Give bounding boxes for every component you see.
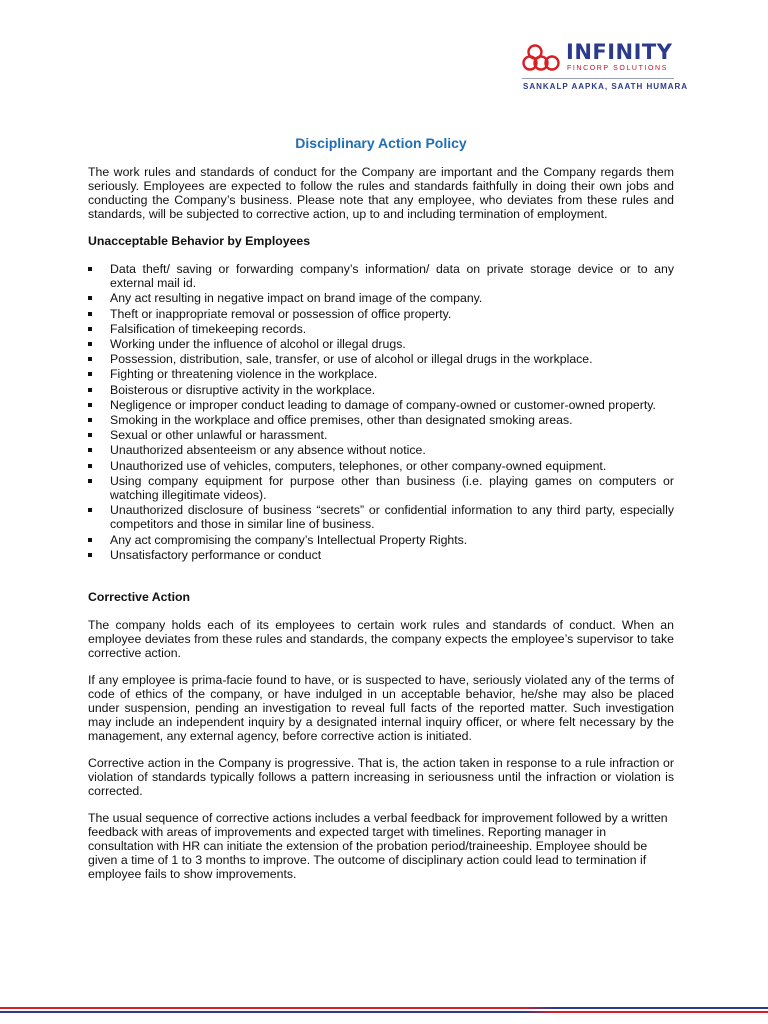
bullet-icon: [88, 372, 92, 376]
footer-line-bottom: [0, 1011, 768, 1013]
corrective-paragraph: Corrective action in the Company is progressive. That is, the action taken in response to a rule infraction or violation of standards typically follows a pattern increasing in seriousness until the infraction or violation is corrected.: [88, 756, 674, 799]
list-item: [88, 352, 674, 366]
list-item: [88, 367, 674, 381]
bullet-icon: [88, 538, 92, 542]
list-item: [88, 262, 674, 290]
section-heading-unacceptable-behavior: Unacceptable Behavior by Employees: [88, 234, 311, 248]
list-item-text: Unsatisfactory performance or conduct: [110, 547, 322, 562]
list-item-text: Any act compromising the company’s Intellectual Property Rights.: [110, 532, 468, 547]
bullet-icon: [88, 388, 92, 392]
list-item: [88, 428, 674, 442]
corrective-paragraph: The company holds each of its employees to certain work rules and standards of conduct. When an employee deviates from these rules and standards, the company expects the employee’s supervisor to take corrective action.: [88, 618, 674, 661]
list-item: [88, 474, 674, 502]
list-item: [88, 533, 674, 547]
bullet-icon: [88, 479, 92, 483]
corrective-paragraph: If any employee is prima-facie found to have, or is suspected to have, seriously violated any of the terms of code of ethics of the company, or have indulged in un acceptable behavior, he/she may also be placed under suspension, pending an investigation to reveal full facts of the reported matter. Such investigation may include an independent inquiry by a designated internal inquiry officer, or where felt necessary by the management, any external agency, before corrective action is initiated.: [88, 673, 674, 744]
document-title: Disciplinary Action Policy: [295, 135, 467, 151]
corrective-paragraph: The usual sequence of corrective actions includes a verbal feedback for improvement followed by a written feedback with areas of improvements and expected target with timelines. Reporting manager in consultation with HR can initiate the extension of the probation period/traineeship. Employee should be given a time of 1 to 3 months to improve. The outcome of disciplinary action could lead to termination if employee fails to show improvements.: [88, 811, 668, 882]
list-item-text: Negligence or improper conduct leading to damage of company-owned or customer-owned property.: [110, 397, 656, 412]
list-item-text: Unauthorized use of vehicles, computers, telephones, or other company-owned equipment.: [110, 458, 607, 473]
bullet-icon: [88, 296, 92, 300]
list-item-text: Using company equipment for purpose other than business (i.e. playing games on computers or watching illegitimate videos).: [110, 473, 674, 503]
list-item: [88, 383, 674, 397]
footer-line-top: [0, 1007, 768, 1009]
bullet-icon: [88, 312, 92, 316]
bullet-icon: [88, 342, 92, 346]
list-item-text: Possession, distribution, sale, transfer, or use of alcohol or illegal drugs in the workplace.: [110, 352, 593, 367]
list-item: [88, 291, 674, 305]
document-body: [88, 134, 674, 894]
logo-name: INFINITY: [566, 40, 673, 64]
list-item-text: Boisterous or disruptive activity in the workplace.: [110, 382, 376, 397]
bullet-icon: [88, 448, 92, 452]
logo-tagline: SANKALP AAPKA, SAATH HUMARA: [523, 82, 689, 91]
list-item-text: Theft or inappropriate removal or possession of office property.: [110, 306, 452, 321]
list-item-text: Working under the influence of alcohol or illegal drugs.: [110, 337, 406, 352]
list-item: [88, 307, 674, 321]
logo-subtitle: FINCORP SOLUTIONS: [567, 65, 668, 72]
bullet-icon: [88, 464, 92, 468]
list-item: [88, 413, 674, 427]
footer-divider: [0, 1007, 768, 1015]
list-item: [88, 322, 674, 336]
bullet-icon: [88, 267, 92, 271]
list-item-text: Any act resulting in negative impact on brand image of the company.: [110, 291, 483, 306]
intro-paragraph: The work rules and standards of conduct for the Company are important and the Company regards them seriously. Employees are expected to follow the rules and standards faithfully in doing their own jobs and conducting the Company’s business. Please note that any employee, who deviates from these rules and standards, will be subjected to corrective action, up to and including termination of employment.: [88, 165, 674, 221]
list-item-text: Unauthorized absenteeism or any absence without notice.: [110, 443, 426, 458]
list-item: [88, 398, 674, 412]
bullet-icon: [88, 403, 92, 407]
bullet-icon: [88, 327, 92, 331]
list-item-text: Fighting or threatening violence in the workplace.: [110, 367, 378, 382]
list-item: [88, 548, 674, 562]
company-logo: [522, 40, 689, 96]
logo-divider: [522, 78, 674, 79]
list-item-text: Unauthorized disclosure of business “secrets” or confidential information to any third party, especially competitors and those in similar line of business.: [110, 503, 674, 532]
list-item: [88, 443, 674, 457]
list-item-text: Falsification of timekeeping records.: [110, 321, 307, 336]
list-item: [88, 337, 674, 351]
bullet-icon: [88, 357, 92, 361]
infinity-logo-icon: [522, 42, 562, 76]
list-item-text: Sexual or other unlawful or harassment.: [110, 428, 328, 443]
list-item-text: Smoking in the workplace and office premises, other than designated smoking areas.: [110, 413, 573, 428]
bullet-icon: [88, 553, 92, 557]
unacceptable-behavior-list: [88, 262, 674, 562]
bullet-icon: [88, 508, 92, 512]
bullet-icon: [88, 418, 92, 422]
list-item: [88, 459, 674, 473]
list-item: [88, 503, 674, 531]
section-heading-corrective-action: Corrective Action: [88, 590, 191, 605]
bullet-icon: [88, 433, 92, 437]
list-item-text: Data theft/ saving or forwarding company’s information/ data on private storage device or to any external mail id.: [110, 262, 674, 291]
